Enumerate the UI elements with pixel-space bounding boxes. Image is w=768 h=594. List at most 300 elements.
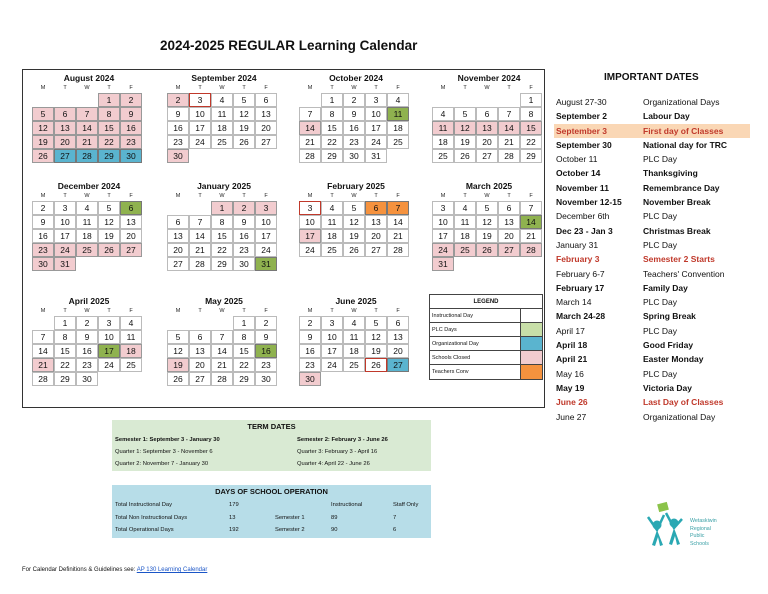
month-7 — [432, 180, 546, 271]
empty-cell — [54, 93, 76, 107]
day-cell: 4 — [432, 107, 454, 121]
day-cell: 14 — [299, 121, 321, 135]
day-cell: 28 — [520, 243, 542, 257]
day-cell: 23 — [76, 358, 98, 372]
day-cell: 3 — [432, 201, 454, 215]
day-cell: 5 — [32, 107, 54, 121]
total-operational-value: 192 — [229, 527, 239, 533]
day-cell: 16 — [120, 121, 142, 135]
weekday-label: T — [330, 193, 334, 199]
total-instructional-value: 179 — [229, 502, 239, 508]
day-cell: 1 — [54, 316, 76, 330]
day-cell: 3 — [54, 201, 76, 215]
important-date-row — [554, 309, 750, 323]
day-cell: 7 — [299, 107, 321, 121]
day-cell: 17 — [98, 344, 120, 358]
day-cell: 3 — [255, 201, 277, 215]
day-cell: 12 — [233, 107, 255, 121]
important-date: September 30 — [556, 139, 612, 150]
weekday-label: W — [484, 193, 490, 199]
important-date: June 27 — [556, 411, 587, 422]
important-date: January 31 — [556, 239, 599, 250]
weekday-label: M — [440, 193, 446, 199]
month-name: May 2025 — [205, 296, 243, 306]
important-date: May 16 — [556, 368, 584, 379]
sem1-label: Semester 1 — [275, 514, 305, 521]
legend-label: Instructional Day — [430, 309, 521, 322]
month-name: August 2024 — [63, 73, 115, 83]
day-cell: 16 — [233, 229, 255, 243]
day-cell: 6 — [167, 215, 189, 229]
important-date-row — [554, 252, 750, 266]
day-cell: 26 — [454, 149, 476, 163]
day-cell: 8 — [98, 107, 120, 121]
total-non-label: Total Non Instructional Days — [115, 514, 188, 521]
day-cell: 3 — [365, 93, 387, 107]
day-cell: 7 — [211, 330, 233, 344]
important-event: PLC Day — [643, 211, 678, 222]
important-event: Family Day — [643, 282, 688, 293]
day-cell: 15 — [98, 121, 120, 135]
empty-cell — [432, 93, 454, 107]
day-cell: 28 — [387, 243, 409, 257]
important-date: March 24-28 — [556, 311, 606, 322]
day-cell: 4 — [343, 316, 365, 330]
day-cell: 13 — [189, 344, 211, 358]
day-cell: 21 — [520, 229, 542, 243]
day-cell: 31 — [365, 149, 387, 163]
day-cell: 17 — [189, 121, 211, 135]
day-cell: 20 — [476, 135, 498, 149]
day-cell: 31 — [54, 257, 76, 271]
month-1 — [167, 72, 281, 163]
day-cell: 9 — [299, 330, 321, 344]
important-date: February 3 — [556, 254, 600, 265]
month-name: June 2025 — [335, 296, 377, 306]
important-dates-title: IMPORTANT DATES — [604, 72, 699, 83]
important-date: March 14 — [556, 297, 592, 308]
day-cell: 26 — [365, 358, 387, 372]
legend-swatch — [521, 365, 542, 379]
weekday-label: W — [484, 85, 490, 91]
important-date: November 12-15 — [556, 197, 622, 208]
weekday-label: T — [374, 308, 378, 314]
day-cell: 21 — [189, 243, 211, 257]
day-cell: 13 — [476, 121, 498, 135]
empty-cell — [299, 93, 321, 107]
sem1-staff: 7 — [393, 514, 397, 521]
day-cell: 29 — [98, 149, 120, 163]
day-cell: 27 — [476, 149, 498, 163]
day-cell: 19 — [32, 135, 54, 149]
day-cell: 10 — [321, 330, 343, 344]
important-date: September 2 — [556, 111, 608, 122]
day-cell: 27 — [167, 257, 189, 271]
school-logo-icon — [642, 497, 692, 563]
day-cell: 20 — [167, 243, 189, 257]
day-cell: 4 — [321, 201, 343, 215]
important-date-row — [554, 95, 750, 109]
day-cell: 25 — [454, 243, 476, 257]
weekday-label: T — [507, 193, 511, 199]
important-date: June 26 — [556, 397, 588, 408]
day-cell: 16 — [255, 344, 277, 358]
month-name: November 2024 — [457, 73, 521, 83]
weekday-label: T — [242, 85, 246, 91]
day-cell: 14 — [32, 344, 54, 358]
legend-swatch — [521, 309, 542, 322]
weekday-label: M — [40, 308, 46, 314]
day-cell: 13 — [498, 215, 520, 229]
day-cell: 23 — [255, 358, 277, 372]
day-cell: 28 — [189, 257, 211, 271]
empty-cell — [167, 316, 189, 330]
important-date-row — [554, 410, 750, 424]
day-cell: 22 — [211, 243, 233, 257]
day-cell: 5 — [233, 93, 255, 107]
day-cell: 12 — [98, 215, 120, 229]
important-date-row — [554, 195, 750, 209]
day-cell: 17 — [299, 229, 321, 243]
day-cell: 8 — [520, 107, 542, 121]
day-cell: 2 — [343, 93, 365, 107]
important-event: Last Day of Classes — [643, 397, 724, 408]
day-cell: 28 — [76, 149, 98, 163]
important-date: May 19 — [556, 382, 585, 393]
important-date-row — [554, 166, 750, 180]
day-cell: 10 — [432, 215, 454, 229]
day-cell: 30 — [299, 372, 321, 386]
day-cell: 9 — [32, 215, 54, 229]
empty-cell — [211, 316, 233, 330]
day-cell: 17 — [432, 229, 454, 243]
day-cell: 14 — [76, 121, 98, 135]
important-date: November 11 — [556, 182, 609, 193]
day-cell: 5 — [343, 201, 365, 215]
weekday-label: T — [63, 193, 67, 199]
day-cell: 11 — [454, 215, 476, 229]
day-cell: 6 — [476, 107, 498, 121]
legend-label: Schools Closed — [430, 351, 521, 364]
weekday-label: T — [242, 193, 246, 199]
day-cell: 10 — [255, 215, 277, 229]
day-cell: 1 — [321, 93, 343, 107]
operations-box — [112, 485, 431, 538]
day-cell: 24 — [365, 135, 387, 149]
day-cell: 2 — [167, 93, 189, 107]
legend-label: Teachers Conv — [430, 365, 521, 379]
day-cell: 28 — [299, 149, 321, 163]
day-cell: 24 — [321, 358, 343, 372]
day-cell: 24 — [189, 135, 211, 149]
day-cell: 31 — [255, 257, 277, 271]
weekday-label: F — [529, 193, 533, 199]
day-cell: 18 — [343, 344, 365, 358]
important-date-row — [554, 324, 750, 338]
month-3 — [432, 72, 546, 163]
day-cell: 20 — [189, 358, 211, 372]
day-cell: 6 — [498, 201, 520, 215]
day-cell: 1 — [233, 316, 255, 330]
day-cell: 16 — [343, 121, 365, 135]
important-event: Labour Day — [643, 111, 690, 122]
day-cell: 15 — [211, 229, 233, 243]
important-date-row — [554, 295, 750, 309]
important-event: Organizational Days — [643, 97, 720, 107]
important-date: February 6-7 — [556, 268, 605, 279]
logo-text: Wetaskiwin Regional Public Schools — [690, 518, 717, 547]
day-cell: 13 — [54, 121, 76, 135]
day-cell: 4 — [211, 93, 233, 107]
day-cell: 30 — [120, 149, 142, 163]
day-cell: 23 — [299, 358, 321, 372]
month-4 — [32, 180, 146, 271]
legend-swatch — [521, 351, 542, 364]
sem2-staff: 6 — [393, 527, 397, 533]
weekday-label: F — [129, 85, 133, 91]
important-date: February 17 — [556, 282, 605, 293]
day-cell: 23 — [120, 135, 142, 149]
sem1-instructional: 89 — [331, 514, 338, 521]
month-10 — [299, 295, 413, 386]
weekday-label: T — [463, 85, 467, 91]
day-cell: 29 — [321, 149, 343, 163]
legend-row — [430, 365, 542, 379]
day-cell: 11 — [387, 107, 409, 121]
day-cell: 26 — [98, 243, 120, 257]
weekday-label: W — [351, 308, 357, 314]
semester-1: Semester 1: September 3 - January 30 — [115, 437, 220, 443]
important-event: Victoria Day — [643, 382, 692, 393]
day-cell: 2 — [255, 316, 277, 330]
day-cell: 22 — [98, 135, 120, 149]
weekday-label: M — [440, 85, 446, 91]
day-cell: 7 — [520, 201, 542, 215]
weekday-label: T — [107, 193, 111, 199]
important-dates-list — [554, 95, 750, 424]
day-cell: 23 — [233, 243, 255, 257]
day-cell: 18 — [321, 229, 343, 243]
day-cell: 2 — [233, 201, 255, 215]
day-cell: 20 — [120, 229, 142, 243]
day-cell: 5 — [98, 201, 120, 215]
empty-cell — [32, 316, 54, 330]
day-cell: 27 — [120, 243, 142, 257]
day-cell: 8 — [321, 107, 343, 121]
day-cell: 11 — [120, 330, 142, 344]
day-cell: 13 — [120, 215, 142, 229]
day-cell: 2 — [32, 201, 54, 215]
legend-swatch — [521, 323, 542, 336]
day-cell: 5 — [476, 201, 498, 215]
day-cell: 1 — [211, 201, 233, 215]
empty-cell — [76, 93, 98, 107]
month-8 — [32, 295, 146, 386]
day-cell: 28 — [32, 372, 54, 386]
weekday-label: M — [175, 308, 181, 314]
weekday-label: M — [175, 193, 181, 199]
day-cell: 10 — [189, 107, 211, 121]
day-cell: 19 — [233, 121, 255, 135]
important-date-row — [554, 395, 750, 409]
semester-2: Semester 2: February 3 - June 26 — [297, 437, 388, 443]
day-cell: 19 — [365, 344, 387, 358]
month-0 — [32, 72, 146, 163]
day-cell: 3 — [98, 316, 120, 330]
month-name: January 2025 — [197, 181, 251, 191]
term-dates-title: TERM DATES — [247, 422, 296, 431]
month-name: September 2024 — [191, 73, 257, 83]
important-event: PLC Day — [643, 325, 678, 336]
day-cell: 10 — [365, 107, 387, 121]
day-cell: 22 — [54, 358, 76, 372]
day-cell: 21 — [299, 135, 321, 149]
important-date-row — [554, 152, 750, 166]
day-cell: 15 — [520, 121, 542, 135]
page-title: 2024-2025 REGULAR Learning Calendar — [160, 38, 418, 53]
day-cell: 9 — [343, 107, 365, 121]
legend-title: LEGEND — [430, 295, 542, 309]
day-cell: 18 — [454, 229, 476, 243]
important-date-row — [554, 281, 750, 295]
day-cell: 19 — [98, 229, 120, 243]
weekday-label: M — [40, 193, 46, 199]
day-cell: 20 — [387, 344, 409, 358]
day-cell: 19 — [343, 229, 365, 243]
day-cell: 11 — [343, 330, 365, 344]
legend-row — [430, 309, 542, 323]
important-date-row — [554, 224, 750, 238]
ap130-link[interactable]: AP 130 Learning Calendar — [136, 567, 208, 573]
day-cell: 3 — [299, 201, 321, 215]
day-cell: 23 — [343, 135, 365, 149]
day-cell: 31 — [432, 257, 454, 271]
footer-text: For Calendar Definitions & Guidelines see: — [22, 567, 137, 573]
important-date-row — [554, 338, 750, 352]
important-event: November Break — [643, 197, 711, 208]
day-cell: 22 — [233, 358, 255, 372]
important-date: Dec 23 - Jan 3 — [556, 225, 613, 236]
day-cell: 5 — [167, 330, 189, 344]
important-date: April 17 — [556, 325, 585, 336]
day-cell: 9 — [233, 215, 255, 229]
important-date: December 6th — [556, 211, 610, 222]
day-cell: 11 — [76, 215, 98, 229]
day-cell: 12 — [454, 121, 476, 135]
day-cell: 17 — [255, 229, 277, 243]
day-cell: 18 — [211, 121, 233, 135]
day-cell: 13 — [387, 330, 409, 344]
day-cell: 19 — [476, 229, 498, 243]
day-cell: 1 — [98, 93, 120, 107]
day-cell: 6 — [255, 93, 277, 107]
day-cell: 30 — [32, 257, 54, 271]
empty-cell — [498, 93, 520, 107]
day-cell: 18 — [432, 135, 454, 149]
day-cell: 7 — [387, 201, 409, 215]
weekday-label: T — [242, 308, 246, 314]
day-cell: 22 — [520, 135, 542, 149]
important-date-row — [554, 109, 750, 123]
weekday-label: T — [63, 85, 67, 91]
weekday-label: T — [198, 85, 202, 91]
day-cell: 26 — [343, 243, 365, 257]
important-event: Christmas Break — [643, 225, 711, 236]
empty-cell — [32, 93, 54, 107]
day-cell: 21 — [211, 358, 233, 372]
day-cell: 27 — [189, 372, 211, 386]
day-cell: 12 — [365, 330, 387, 344]
weekday-label: W — [84, 308, 90, 314]
month-6 — [299, 180, 413, 257]
day-cell: 25 — [76, 243, 98, 257]
day-cell: 15 — [54, 344, 76, 358]
day-cell: 25 — [211, 135, 233, 149]
empty-cell — [476, 93, 498, 107]
term-dates-box — [112, 420, 431, 471]
weekday-label: T — [330, 85, 334, 91]
weekday-label: W — [219, 85, 225, 91]
important-date: October 14 — [556, 168, 601, 179]
weekday-label: F — [529, 85, 533, 91]
day-cell: 28 — [211, 372, 233, 386]
day-cell: 29 — [211, 257, 233, 271]
important-event: Remembrance Day — [643, 182, 720, 193]
month-9 — [167, 295, 281, 386]
day-cell: 13 — [255, 107, 277, 121]
day-cell: 27 — [255, 135, 277, 149]
day-cell: 29 — [520, 149, 542, 163]
legend-row — [430, 337, 542, 351]
day-cell: 25 — [343, 358, 365, 372]
day-cell: 20 — [498, 229, 520, 243]
day-cell: 26 — [233, 135, 255, 149]
important-event: Teachers' Convention — [643, 268, 725, 279]
total-operational-label: Total Operational Days — [115, 527, 174, 533]
weekday-label: W — [351, 85, 357, 91]
important-date-row — [554, 367, 750, 381]
day-cell: 16 — [299, 344, 321, 358]
weekday-label: T — [374, 193, 378, 199]
weekday-label: F — [129, 193, 133, 199]
day-cell: 3 — [321, 316, 343, 330]
day-cell: 27 — [54, 149, 76, 163]
weekday-label: F — [129, 308, 133, 314]
important-event: Easter Monday — [643, 354, 704, 365]
day-cell: 2 — [299, 316, 321, 330]
day-cell: 25 — [120, 358, 142, 372]
weekday-label: W — [351, 193, 357, 199]
day-cell: 27 — [387, 358, 409, 372]
day-cell: 22 — [321, 135, 343, 149]
quarter-2: Quarter 2: November 7 - January 30 — [115, 461, 209, 467]
day-cell: 12 — [167, 344, 189, 358]
day-cell: 15 — [321, 121, 343, 135]
day-cell: 8 — [233, 330, 255, 344]
day-cell: 30 — [255, 372, 277, 386]
weekday-label: T — [330, 308, 334, 314]
month-name: February 2025 — [327, 181, 385, 191]
weekday-label: W — [84, 193, 90, 199]
quarter-1: Quarter 1: September 3 - November 6 — [115, 449, 213, 455]
day-cell: 24 — [299, 243, 321, 257]
day-cell: 6 — [387, 316, 409, 330]
day-cell: 15 — [233, 344, 255, 358]
day-cell: 13 — [365, 215, 387, 229]
weekday-label: M — [175, 85, 181, 91]
header-instructional: Instructional — [331, 502, 363, 508]
important-event: Semester 2 Starts — [643, 254, 715, 265]
